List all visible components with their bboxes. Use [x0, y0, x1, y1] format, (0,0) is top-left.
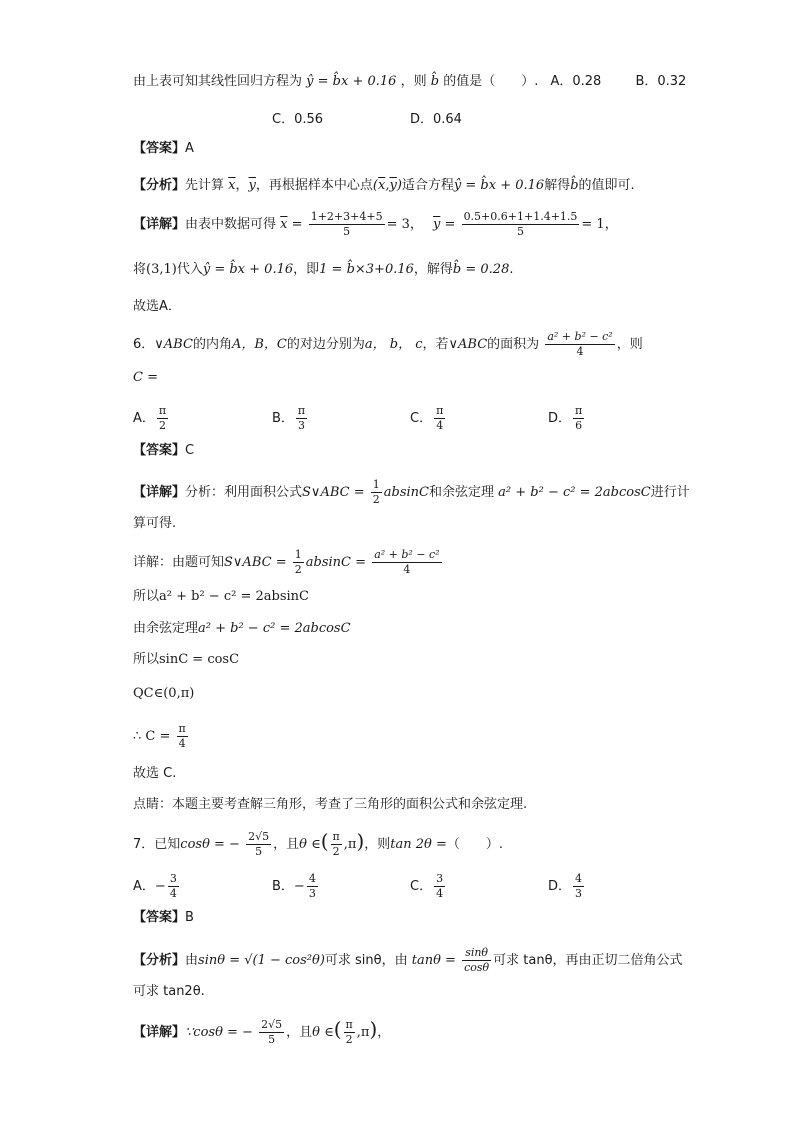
area-symbol: S∨ABC [224, 555, 272, 570]
fraction-numerator: sinθ [462, 946, 491, 961]
analysis-label: 【分析】 [133, 953, 186, 968]
sides: a， b， c [364, 337, 423, 352]
regression-eq: ŷ = b̂x + 0.16 [453, 178, 545, 193]
tan-fraction [462, 946, 491, 975]
triangle-name: ∨ABC [448, 337, 488, 352]
fraction-numerator: π [332, 830, 340, 843]
fraction-numerator: a² + b² − c² [547, 330, 613, 343]
fraction-denominator: 5 [516, 225, 524, 238]
tan-2theta: tan 2θ = [390, 837, 447, 852]
fraction-denominator: 4 [436, 419, 444, 432]
range-fraction [331, 830, 342, 859]
question-number: 7． [133, 837, 155, 852]
stem-text-c: ，若 [422, 337, 449, 352]
stem-text: 已知 [154, 837, 181, 852]
fraction-denominator: 4 [403, 563, 411, 576]
detail-text-b: ，且 [286, 1025, 313, 1040]
analysis-text-e: 解得 [544, 178, 571, 193]
analysis-text-d: 适合方程 [401, 178, 454, 193]
option-label: B． [272, 879, 294, 894]
fraction-denominator: 5 [255, 845, 263, 858]
triangle-name: ∨ABC [154, 337, 193, 352]
q7-option-c [410, 872, 447, 901]
q7-option-b [272, 872, 320, 901]
q5-stem [133, 72, 686, 92]
range-end: ,π [356, 1025, 370, 1040]
answer-label: 【答案】 [133, 910, 186, 925]
option-label: A． [133, 879, 155, 894]
ybar-fraction [462, 210, 580, 239]
half-fraction [293, 548, 304, 577]
q7-detail: 【详解】∵cosθ = − $\frac{2√5}{5}$ ，且θ ∈( $\frac{\pi}{2}$ ,π)， [133, 1017, 391, 1046]
q7-answer [133, 908, 194, 928]
step-text: 所以 [133, 589, 160, 604]
answer-value: B [185, 910, 194, 925]
fraction-numerator: 3 [436, 872, 444, 885]
sin-equation: sinθ = √(1 − cos²θ) [198, 953, 325, 968]
option-fraction [434, 872, 445, 901]
ybar-value: = 1， [581, 217, 618, 232]
stem-text: 的内角 [192, 337, 232, 352]
fraction-numerator: 2√5 [261, 1018, 283, 1031]
equals: = [353, 485, 365, 500]
stem-text-d: 的面积为 [487, 337, 540, 352]
fraction-numerator: 0.5+0.6+1+1.4+1.5 [463, 210, 578, 223]
analysis-text-b: ， [235, 178, 249, 193]
b-hat: b̂ [570, 178, 579, 193]
q6-answer [133, 441, 194, 461]
fraction-numerator: π [297, 404, 306, 417]
fraction-numerator: 1+2+3+4+5 [310, 210, 383, 223]
stem-text-b: 的对边分别为 [286, 337, 365, 352]
option-fraction [307, 872, 318, 901]
area-fraction [545, 330, 614, 359]
cosine-law: a² + b² − c² = 2abcosC [198, 621, 351, 636]
q5-analysis [133, 176, 635, 196]
sub-text-d: ，解得 [413, 262, 453, 277]
fraction-numerator: 3 [169, 872, 177, 885]
option-label: C． [410, 411, 433, 426]
cosine-law: a² + b² − c² = 2abcosC [498, 485, 651, 500]
fraction-numerator: π [345, 1018, 353, 1031]
step-equation: a² + b² − c² = 2absinC [159, 589, 309, 604]
fraction-denominator: cosθ [464, 961, 490, 974]
sub-result: b̂ = 0.28 [452, 262, 510, 277]
detail-text: 由表中数据可得 [185, 217, 277, 232]
detail-text: 分析：利用面积公式 [185, 485, 303, 500]
stem-text-d: （ ）. [446, 837, 504, 852]
fraction-numerator: 2√5 [248, 830, 270, 843]
analysis-text-b: 可求 sinθ，由 [324, 953, 408, 968]
analysis-text: 先计算 [185, 178, 225, 193]
fraction-denominator: 5 [268, 1033, 276, 1046]
range-end: ,π [343, 837, 357, 852]
q6-choose: 故选 C. [133, 766, 177, 781]
option-label: B． [272, 411, 294, 426]
option-label: A． [133, 411, 155, 426]
fraction-denominator: 2 [294, 563, 302, 576]
answer-value: C [185, 443, 195, 458]
xbar-value: = 3 [386, 217, 410, 232]
option-label: D． [548, 879, 572, 894]
option-fraction [573, 404, 584, 433]
fraction-denominator: 3 [575, 887, 583, 900]
stem-text-e: ，则 [616, 337, 643, 352]
q7-analysis-cont: 可求 tan2θ. [133, 984, 205, 999]
cos-fraction [259, 1018, 284, 1047]
step-text: 详解：由题可知 [133, 555, 225, 570]
detail-label: 【详解】 [133, 485, 186, 500]
absinc: absinC [305, 555, 351, 570]
area-fraction [372, 548, 441, 577]
q6-stem [133, 330, 643, 359]
fraction-numerator: π [158, 404, 167, 417]
theta-in: θ ∈ [312, 1025, 334, 1040]
fraction-denominator: 2 [332, 845, 340, 858]
range-fraction [344, 1018, 355, 1047]
step-equation: sinC = cosC [159, 652, 240, 667]
x-bar: $\overline{x}$ [280, 217, 288, 232]
q6-step1 [133, 548, 444, 577]
minus: − [293, 879, 305, 894]
fraction-numerator: π [575, 404, 583, 417]
fraction-denominator: 6 [575, 419, 583, 432]
q6-step2 [133, 587, 309, 607]
fraction-denominator: 2 [159, 419, 167, 432]
answer-value: A [185, 141, 194, 156]
question-number: 6． [133, 337, 155, 352]
detail-label: 【详解】 [133, 1025, 186, 1040]
q6-detail-cont: 算可得. [133, 516, 177, 531]
q5-b-hat: b̂ [430, 74, 440, 89]
fraction-denominator: 3 [308, 887, 316, 900]
y-bar: $\overline{y}$ [248, 178, 256, 193]
stem-text-c: ，则 [364, 837, 391, 852]
q6-step3 [133, 619, 351, 639]
q5-choose: 故选A． [133, 299, 181, 314]
answer-label: 【答案】 [133, 141, 186, 156]
option-fraction [434, 404, 445, 433]
detail-text-c: ， [377, 1025, 391, 1040]
stem-text-b: ，且 [273, 837, 300, 852]
tan-equation: tanθ = [411, 953, 456, 968]
analysis-text: 由 [185, 953, 199, 968]
fraction-denominator: 5 [343, 225, 351, 238]
option-label: C． [410, 879, 433, 894]
fraction-numerator: 1 [372, 478, 380, 491]
fraction-numerator: 4 [308, 872, 316, 885]
cos-theta: ∵cosθ = − [185, 1025, 253, 1040]
result-fraction [177, 722, 188, 751]
sub-equation: 1 = b̂×3+0.16 [319, 262, 414, 277]
fraction-denominator: 4 [178, 737, 186, 750]
q7-option-d [548, 872, 586, 901]
sample-point: (3,1) [146, 262, 177, 277]
fraction-numerator: π [436, 404, 444, 417]
equals: = [355, 555, 367, 570]
q6-c-equals: C = [133, 370, 158, 385]
q7-analysis [133, 946, 683, 975]
q5-option-c: C．0.56 [272, 112, 324, 127]
fraction-numerator: π [178, 722, 186, 735]
regression-eq: ŷ = b̂x + 0.16 [202, 262, 294, 277]
half-fraction [371, 478, 382, 507]
x-bar: $\overline{x}$ [228, 178, 236, 193]
fraction-denominator: 4 [576, 345, 584, 358]
equals: = [275, 555, 287, 570]
q5-option-b: B．0.32 [635, 74, 687, 89]
fraction-denominator: 2 [372, 493, 380, 506]
sub-text: 将 [133, 262, 147, 277]
cos-theta: cosθ = − [180, 837, 240, 852]
q6-option-d [548, 404, 586, 433]
detail-text-b: 和余弦定理 [429, 485, 495, 500]
analysis-label: 【分析】 [133, 178, 186, 193]
analysis-text-f: 的值即可. [578, 178, 635, 193]
q6-option-a [133, 404, 170, 433]
minus: − [154, 879, 166, 894]
option-fraction [157, 404, 168, 433]
sub-text-b: 代入 [176, 262, 203, 277]
area-symbol: S∨ABC [302, 485, 350, 500]
step-text: ∴ C = [133, 729, 171, 744]
fraction-denominator: 4 [169, 887, 177, 900]
fraction-numerator: 1 [294, 548, 302, 561]
q5-answer [133, 139, 194, 159]
q7-option-a [133, 872, 181, 901]
cos-fraction [246, 830, 271, 859]
sub-text-c: ，即 [293, 262, 320, 277]
option-fraction [296, 404, 307, 433]
xbar-fraction [309, 210, 385, 239]
fraction-denominator: 2 [345, 1033, 353, 1046]
angles: A，B，C [231, 337, 287, 352]
q7-stem: 7．已知cosθ = − $\frac{2√5}{5}$ ，且θ ∈( $\frac{\pi}{2}$ ,π)，则tan 2θ =（ ）. [133, 829, 504, 858]
answer-label: 【答案】 [133, 443, 186, 458]
option-fraction [573, 872, 584, 901]
theta-in: θ ∈ [299, 837, 321, 852]
step-text: 由余弦定理 [133, 621, 199, 636]
q6-step4 [133, 650, 239, 670]
option-label: D． [548, 411, 572, 426]
q6-remark: 点睛：本题主要考查解三角形，考查了三角形的面积公式和余弦定理. [133, 797, 528, 812]
q6-option-b [272, 404, 309, 433]
option-fraction [168, 872, 179, 901]
q5-regression-eq: ŷ = b̂x + 0.16 [306, 74, 397, 89]
detail-label: 【详解】 [133, 217, 186, 232]
q6-step6 [133, 722, 190, 751]
q5-option-d: D．0.64 [410, 112, 462, 127]
y-bar: $\overline{y}$ [433, 217, 441, 232]
q5-option-a: A．0.28 [550, 74, 602, 89]
analysis-text-c: 可求 tanθ，再由正切二倍角公式 [493, 953, 683, 968]
q5-substitute [133, 260, 514, 280]
fraction-numerator: a² + b² − c² [374, 548, 440, 561]
q6-option-c [410, 404, 447, 433]
fraction-denominator: 4 [436, 887, 444, 900]
q5-stem-text-b: ，则 [400, 74, 427, 89]
q5-stem-text: 由上表可知其线性回归方程为 [133, 74, 303, 89]
sub-text-e: . [509, 262, 514, 277]
q5-stem-text-c: 的值是（ ）. [443, 74, 539, 89]
fraction-numerator: 4 [575, 872, 583, 885]
absinc: absinC [383, 485, 430, 500]
fraction-denominator: 3 [298, 419, 306, 432]
step-text: 所以 [133, 652, 160, 667]
q6-detail [133, 478, 690, 507]
center-point: $(\overline{x},\overline{y})$ [372, 178, 402, 193]
q5-detail: 【详解】由表中数据可得 $\overline{x}$ = $\frac{1+2+3+4+5}{5}$ = 3， $\overline{y}$ = $\frac{0.5+0.6+1+1.4+1.5}{5}$ = 1， [133, 210, 618, 238]
q6-step5: QC∈(0,π) [133, 686, 195, 701]
analysis-text-c: ，再根据样本中心点 [255, 178, 373, 193]
detail-text-c: 进行计 [650, 485, 690, 500]
